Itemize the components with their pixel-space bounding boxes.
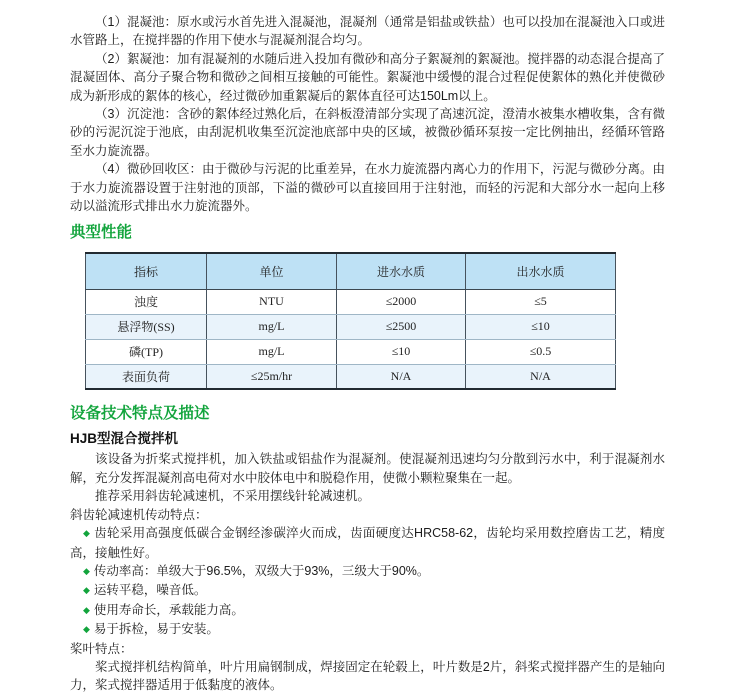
diamond-bullet-icon: ◆ [83, 565, 90, 576]
list-item-text: 齿轮采用高强度低碳合金钢经渗碳淬火而成，齿面硬度达HRC58-62，齿轮均采用数控磨齿工艺，精度高，接触性好。 [70, 526, 665, 560]
table-cell: ≤0.5 [466, 339, 616, 364]
diamond-bullet-icon: ◆ [83, 624, 90, 635]
table-cell: N/A [466, 364, 616, 389]
table-header-effluent: 出水水质 [466, 253, 616, 289]
list-item-text: 使用寿命长，承载能力高。 [93, 602, 244, 617]
table-header-row [86, 253, 616, 289]
diamond-bullet-icon: ◆ [83, 604, 90, 615]
list-item [70, 562, 665, 581]
section-title-equipment-features: 设备技术特点及描述 [70, 405, 210, 423]
table-cell: NTU [207, 289, 337, 314]
table-cell: ≤2000 [337, 289, 466, 314]
table-cell: 悬浮物(SS) [86, 314, 207, 339]
table-row [86, 364, 616, 389]
blade-paragraph: 桨式搅拌机结构简单，叶片用扁钢制成，焊接固定在轮毂上，叶片数是2片，斜桨式搅拌器产生的是轴向力，桨式搅拌器适用于低黏度的液体。 [70, 659, 665, 693]
table-row [86, 289, 616, 314]
intro-paragraph-3: （3）沉淀池：含砂的絮体经过熟化后，在斜板澄清部分实现了高速沉淀，澄清水被集水槽收集，含有微砂的污泥沉淀于池底，由刮泥机收集至沉淀池底部中央的区域，被微砂循环泵按一定比例抽出，经循环管路至水力旋流器。 [70, 107, 665, 158]
subsection-title-hjb-mixer: HJB型混合搅拌机 [70, 431, 179, 447]
table-header-indicator: 指标 [86, 253, 207, 289]
list-item-text: 运转平稳，噪音低。 [93, 583, 207, 598]
table-row [86, 339, 616, 364]
intro-paragraph-2: （2）絮凝池：加有混凝剂的水随后进入投加有微砂和高分子絮凝剂的絮凝池。搅拌器的动态混合提高了混凝固体、高分子聚合物和微砂之间相互接触的可能性。絮凝池中缓慢的混合过程促使絮体的熟化并使微砂成为新形成的絮体的核心，经过微砂加重絮凝后的絮体直径可达150Lm以上。 [70, 51, 665, 103]
equipment-paragraph-2: 推荐采用斜齿轮减速机，不采用摆线针轮减速机。 [95, 489, 371, 504]
table-row [86, 314, 616, 339]
table-header-unit: 单位 [207, 253, 337, 289]
intro-paragraph-1: （1）混凝池：原水或污水首先进入混凝池，混凝剂（通常是铝盐或铁盐）也可以投加在混凝池入口或进水管路上，在搅拌器的作用下使水与混凝剂混合均匀。 [70, 15, 665, 48]
table-cell: 浊度 [86, 289, 207, 314]
intro-paragraph-4: （4）微砂回收区：由于微砂与污泥的比重差异，在水力旋流器内离心力的作用下，污泥与微砂分离。由于水力旋流器设置于注射池的顶部，下溢的微砂可以直接回用于注射池，而轻的污泥和大部分水一起向上移动以溢流形式排出水力旋流器外。 [70, 162, 665, 214]
table-cell: ≤2500 [337, 314, 466, 339]
performance-table [85, 252, 616, 390]
equipment-paragraph-1: 该设备为折桨式搅拌机，加入铁盐或铝盐作为混凝剂。使混凝剂迅速均匀分散到污水中，利于混凝剂水解，充分发挥混凝剂高电荷对水中胶体电中和脱稳作用，使微小颗粒聚集在一起。 [70, 452, 665, 485]
table-cell: 磷(TP) [86, 339, 207, 364]
list-item [70, 581, 665, 600]
list-item [70, 620, 665, 639]
gear-features-label: 斜齿轮减速机传动特点： [70, 507, 208, 522]
table-cell: ≤10 [337, 339, 466, 364]
gear-features-list [70, 524, 665, 639]
blade-features-label: 桨叶特点： [70, 641, 133, 656]
list-item-text: 易于拆检，易于安装。 [93, 622, 219, 637]
table-cell: ≤25m/hr [207, 364, 337, 389]
table-cell: mg/L [207, 339, 337, 364]
table-cell: N/A [337, 364, 466, 389]
list-item [70, 601, 665, 620]
diamond-bullet-icon: ◆ [83, 585, 90, 596]
diamond-bullet-icon: ◆ [83, 528, 91, 539]
table-header-influent: 进水水质 [337, 253, 466, 289]
table-cell: ≤5 [466, 289, 616, 314]
list-item [70, 524, 665, 562]
table-cell: ≤10 [466, 314, 616, 339]
section-title-typical-performance: 典型性能 [70, 224, 133, 242]
table-cell: 表面负荷 [86, 364, 207, 389]
table-cell: mg/L [207, 314, 337, 339]
list-item-text: 传动率高：单级大于96.5%，双级大于93%，三级大于90%。 [93, 563, 430, 578]
